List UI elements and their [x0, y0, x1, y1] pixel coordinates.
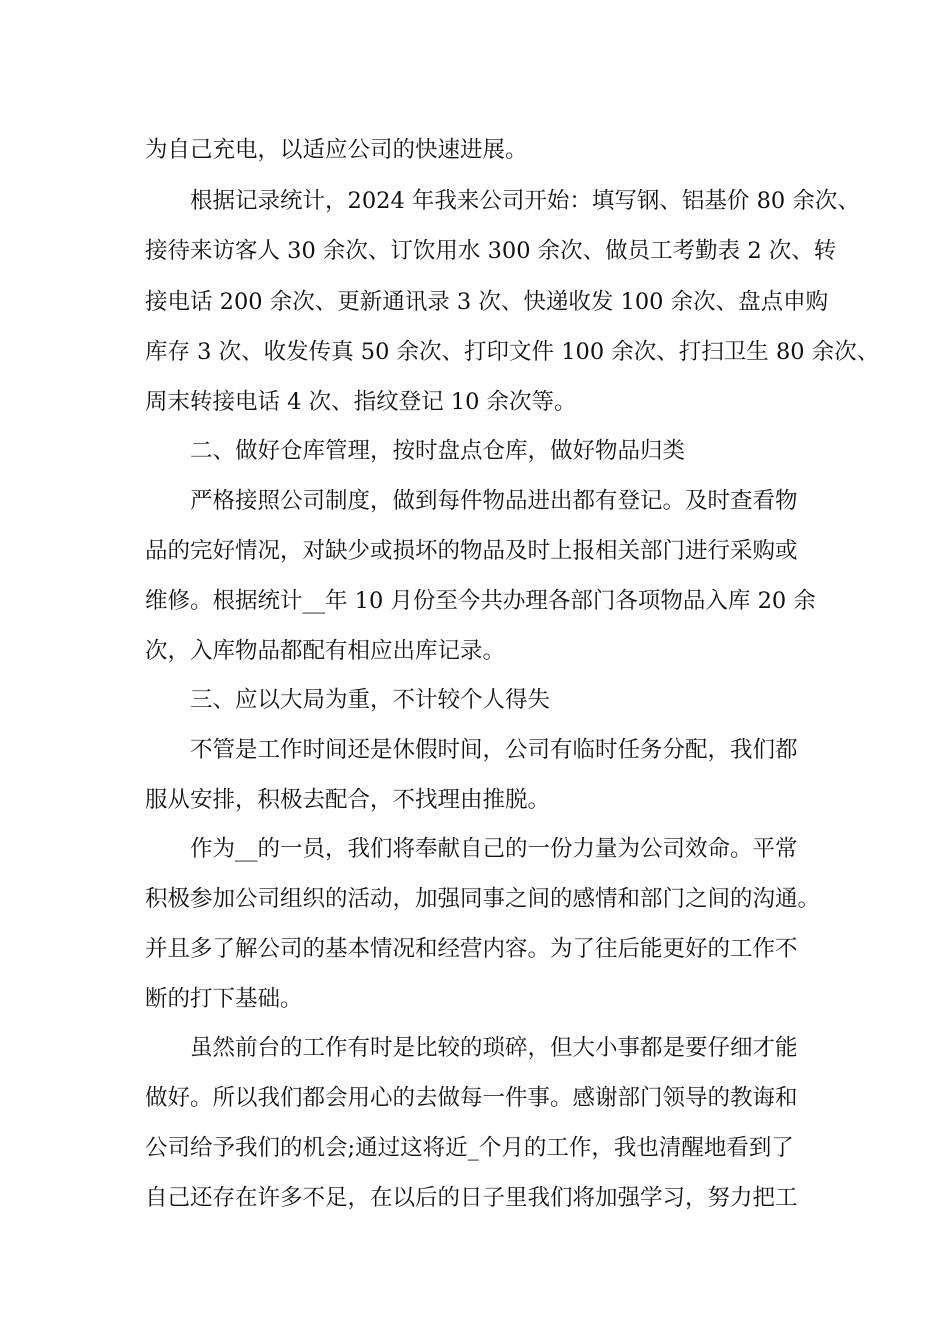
section-heading: 二、做好仓库管理，按时盘点仓库，做好物品归类	[190, 438, 686, 464]
text-line: 根据记录统计，2024 年我来公司开始：填写钢、铝基价 80 余次、	[190, 188, 860, 214]
text-line: 维修。根据统计__年 10 月份至今共办理各部门各项物品入库 20 余	[145, 588, 816, 614]
text-line: 服从安排，积极去配合，不找理由推脱。	[145, 787, 551, 813]
text-line: 断的打下基础。	[145, 986, 303, 1012]
text-line: 做好。所以我们都会用心的去做每一件事。感谢部门领导的教诲和	[145, 1085, 798, 1111]
text-line: 不管是工作时间还是休假时间，公司有临时任务分配，我们都	[190, 737, 798, 763]
text-line: 并且多了解公司的基本情况和经营内容。为了往后能更好的工作不	[145, 936, 798, 962]
text-line: 库存 3 次、收发传真 50 余次、打印文件 100 余次、打扫卫生 80 余次、	[145, 339, 880, 365]
text-line: 次，入库物品都配有相应出库记录。	[145, 638, 506, 664]
text-line: 严格接照公司制度，做到每件物品进出都有登记。及时查看物	[190, 488, 798, 514]
text-line: 作为__的一员，我们将奉献自己的一份力量为公司效命。平常	[190, 836, 798, 862]
text-line: 接电话 200 余次、更新通讯录 3 次、快递收发 100 余次、盘点申购	[145, 289, 829, 315]
section-heading: 三、应以大局为重，不计较个人得失	[190, 687, 551, 713]
text-line: 接待来访客人 30 余次、订饮用水 300 余次、做员工考勤表 2 次、转	[145, 238, 837, 264]
text-line: 虽然前台的工作有时是比较的琐碎，但大小事都是要仔细才能	[190, 1035, 798, 1061]
text-line: 自己还存在许多不足，在以后的日子里我们将加强学习，努力把工	[145, 1185, 798, 1211]
text-line: 为自己充电，以适应公司的快速进展。	[145, 137, 528, 163]
text-line: 积极参加公司组织的活动，加强同事之间的感情和部门之间的沟通。	[145, 886, 821, 912]
text-line: 品的完好情况，对缺少或损坏的物品及时上报相关部门进行采购或	[145, 538, 798, 564]
text-line: 公司给予我们的机会;通过这将近_个月的工作，我也清醒地看到了	[145, 1135, 794, 1161]
text-line: 周末转接电话 4 次、指纹登记 10 余次等。	[145, 389, 577, 415]
